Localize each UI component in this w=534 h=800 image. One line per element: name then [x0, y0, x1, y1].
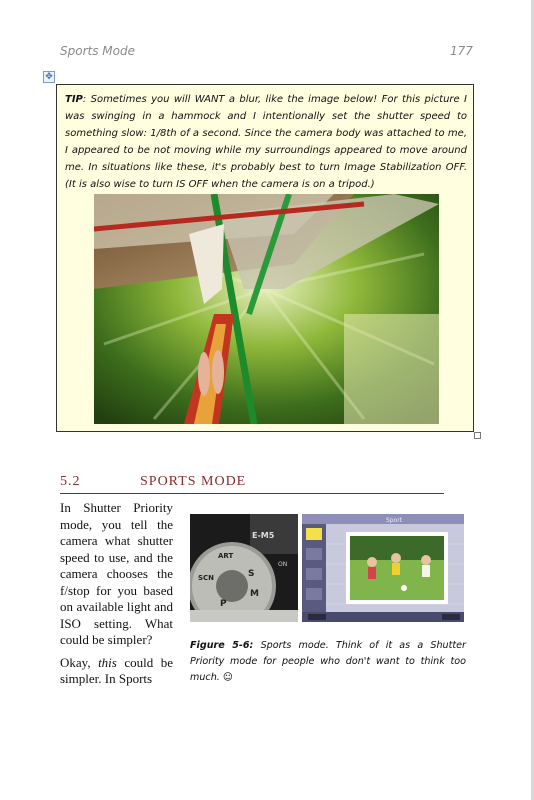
hammock-blur-photo: [94, 194, 439, 424]
section-title: SPORTS MODE: [140, 474, 247, 489]
table-move-handle-icon[interactable]: ✥: [43, 71, 55, 83]
tip-box: [56, 84, 474, 432]
sport-mode-screen: [302, 514, 464, 622]
svg-text:M: M: [250, 589, 259, 599]
tip-label: TIP: [65, 94, 83, 105]
body-paragraph-2: Okay, this could be simpler. In Sports: [60, 654, 173, 686]
table-resize-handle[interactable]: [474, 432, 481, 439]
dial-label-art: ART: [218, 552, 234, 560]
power-label: ON: [278, 561, 288, 568]
camera-model-label: E-M5: [252, 531, 275, 540]
emphasis-this: this: [98, 654, 117, 670]
section-number: 5.2: [60, 474, 81, 489]
body-paragraph-1: In Shutter Priority mode, you tell the camera what shutter speed to use, and the camera chooses the f/stop for you based on available light and ISO setting. What could be simpler?: [60, 500, 173, 647]
svg-text:P: P: [220, 599, 227, 609]
figure-caption: [190, 638, 466, 686]
figure-label: Figure 5-6:: [190, 640, 254, 651]
body-text: [60, 500, 173, 694]
tip-text: [65, 91, 467, 193]
tip-body: : Sometimes you will WANT a blur, like the image below! For this picture I was swinging in a hammock and I intentionally set the shutter speed to something slow: 1/8th of a second. Since the camera body was attached to me, I appeared to be not moving while my surroundings appeared to move around me. In situations like these, it's probably best to turn Image Stabilization OFF. (It is also wise to turn IS OFF when the camera is on a tripod.): [65, 94, 467, 190]
svg-text:S: S: [248, 569, 255, 579]
page-number: 177: [450, 44, 473, 58]
figure-caption-text: Sports mode. Think of it as a Shutter Priority mode for people who don't want to think too much. ☺: [190, 640, 466, 683]
screen-title: Sport: [385, 517, 403, 524]
section-heading: [60, 474, 444, 494]
dial-label-scn: SCN: [198, 574, 215, 582]
running-header-title: Sports Mode: [60, 44, 135, 58]
mode-dial-photo: [190, 514, 298, 622]
